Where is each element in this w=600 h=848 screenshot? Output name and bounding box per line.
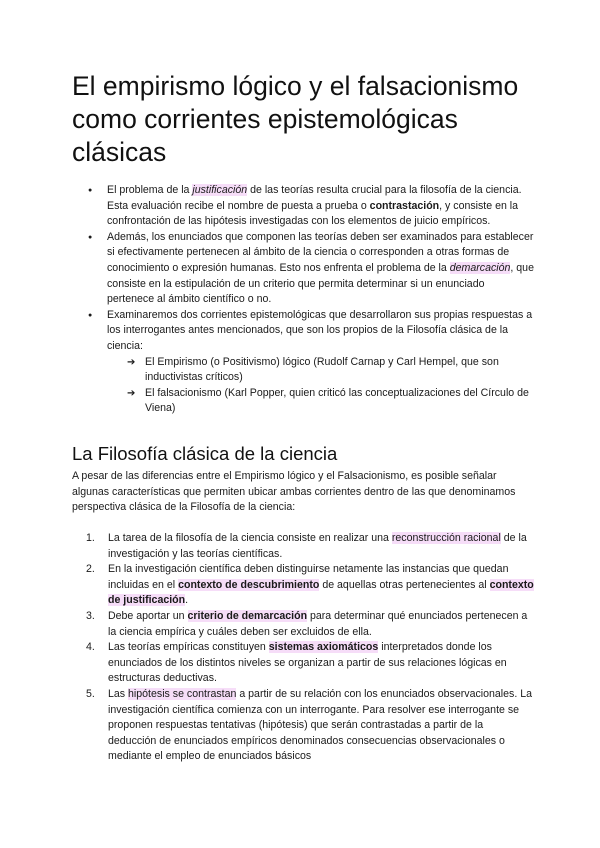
text-span: para determinar qué enunciados pertenecen a la ciencia empírica y cuáles deben ser excluidos de ella.: [108, 609, 528, 638]
item-number: 2.: [86, 563, 95, 576]
numbered-item: [86, 640, 534, 687]
item-number: 5.: [86, 687, 95, 700]
text-span: a partir de su relación con los enunciados observacionales. La investigación científica comienza con un interrogante. Para resolver ese interrogante se proponen respuestas tentativas (hipótesis) que serán contrastadas a partir de la deducción de enunciados empíricos denominados consecuencias observacionales o mediante el empleo de enunciados básicos: [108, 687, 533, 763]
numbered-item: [86, 562, 534, 609]
text-span: Debe aportar un: [108, 609, 188, 622]
highlight-hipotesis: hipótesis se contrastan: [128, 687, 237, 700]
list-item: [88, 183, 534, 230]
text-span: , y consiste en la confrontación de las hipótesis investigadas con los elementos de juicio empíricos.: [107, 199, 519, 228]
bold-sistemas-axiomaticos: sistemas axiomáticos: [268, 641, 379, 654]
sub-list-item: ➔ El Empirismo (o Positivismo) lógico (Rudolf Carnap y Carl Hempel, que son inductivistas críticos): [127, 355, 534, 386]
bold-contrastacion: contrastación: [369, 199, 440, 212]
list-item: [88, 308, 534, 417]
section-heading: La Filosofía clásica de la ciencia: [72, 443, 338, 464]
text-span: La tarea de la filosofía de la ciencia consiste en realizar una: [108, 532, 392, 544]
text-span: de aquellas otras pertenecientes al: [319, 578, 490, 591]
numbered-item: [86, 531, 534, 562]
text-span: Además, los enunciados que componen las teorías deben ser examinados para establecer si efectivamente pertenecen al ámbito de la ciencia o corresponden a otras formas de conocimiento o expresión humanas. Esto nos enfrenta el problema de la: [107, 230, 534, 274]
numbered-list: [86, 531, 534, 765]
item-number: 1.: [86, 532, 95, 544]
sub-list-item: ➔ El falsacionismo (Karl Popper, quien criticó las conceptualizaciones del Círculo de Viena): [127, 386, 534, 417]
text-span: interpretados donde los enunciados de los distintos niveles se organizan a partir de sus relaciones lógicas en estructuras deductivas.: [108, 641, 507, 685]
highlight-reconstruccion: reconstrucción racional: [391, 532, 501, 544]
text-span: Las teorías empíricas constituyen: [108, 641, 269, 654]
item-number: 3.: [86, 609, 95, 622]
highlight-demarcacion: demarcación: [449, 261, 511, 274]
text-span: En la investigación científica deben distinguirse netamente las instancias que quedan incluidas en el: [108, 563, 509, 591]
text-span: de las teorías resulta crucial para la filosofía de la ciencia. Esta evaluación recibe el nombre de puesta a prueba o: [107, 184, 522, 212]
bold-criterio-demarcacion: criterio de demarcación: [187, 609, 308, 622]
sub-list: [107, 355, 534, 417]
numbered-item: [86, 609, 534, 640]
text-span: , que consiste en la estipulación de un criterio que permita determinar si un enunciado pertenece al ámbito científico o no.: [107, 261, 534, 306]
list-item: [88, 230, 534, 308]
numbered-item: [86, 687, 534, 765]
text-span: de la investigación y las teorías científicas.: [108, 532, 527, 560]
text-span: El problema de la: [107, 184, 193, 196]
bold-contexto-justificacion: contexto de justificación: [108, 578, 534, 607]
item-number: 4.: [86, 641, 95, 654]
page-title: El empirismo lógico y el falsacionismo como corrientes epistemológicas clásicas: [72, 71, 519, 167]
highlight-justificacion: justificación: [192, 184, 248, 196]
text-span: .: [185, 594, 189, 607]
bullet-list: [88, 183, 534, 417]
bold-contexto-descubrimiento: contexto de descubrimiento: [178, 578, 320, 591]
section-intro: A pesar de las diferencias entre el Empirismo lógico y el Falsacionismo, es posible señalar algunas características que permiten ubicar ambas corrientes dentro de las que denominamos perspectiva clásica de la Filosofía de la ciencia:: [72, 470, 516, 514]
text-span: Examinaremos dos corrientes epistemológicas que desarrollaron sus propias respuestas a los interrogantes antes mencionados, que son los propios de la Filosofía clásica de la ciencia:: [107, 308, 533, 352]
text-span: Las: [108, 687, 129, 700]
